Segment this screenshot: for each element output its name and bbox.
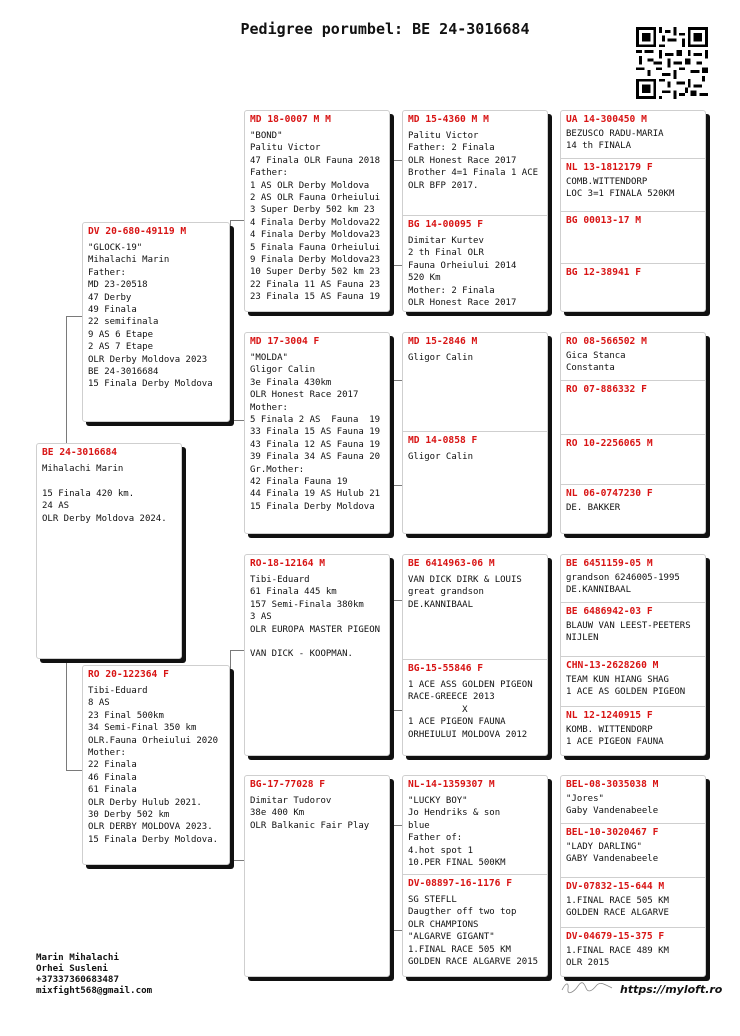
ancestor-card[interactable] bbox=[561, 158, 705, 211]
ancestor-info: BEZUSCO RADU-MARIA 14 th FINALA bbox=[566, 129, 664, 152]
ancestor-ring: RO 08-566502 M bbox=[566, 336, 647, 347]
great-grandparent-info: VAN DICK DIRK & LOUIS great grandson DE.KANNIBAAL bbox=[408, 575, 522, 610]
ancestor-ring: BEL-08-3035038 M bbox=[566, 779, 659, 790]
grandparent-ring: RO-18-12164 M bbox=[250, 558, 326, 569]
great-grandparent-ring: BG 14-00095 F bbox=[408, 219, 484, 230]
ancestor-info: "LADY DARLING" GABY Vandenabeele bbox=[566, 842, 659, 865]
ancestor-card[interactable] bbox=[561, 434, 705, 484]
ancestor-info: DE. BAKKER bbox=[566, 503, 621, 513]
great-grandparent-info: 1 ACE ASS GOLDEN PIGEON RACE-GREECE 2013 X 1 ACE PIGEON FAUNA ORHEIULUI MOLDOVA 2012 bbox=[408, 680, 533, 740]
grandparent-info: "BOND" Palitu Victor 47 Finala OLR Fauna 2018 Father: 1 AS OLR Derby Moldova 2 AS OLR Fauna Orheiului 3 Super Derby 502 km 23 4 Finala Derby Moldova22 4 Finala Derby Moldova23 5 Finala Fauna Orheiului 9 Finala Derby Moldova23 10 Super Derby 502 km 23 22 Finala 11 AS Fauna 23 23 Finala 15 AS Fauna 19 bbox=[250, 131, 381, 303]
father-card[interactable] bbox=[82, 222, 230, 422]
ancestor-card[interactable] bbox=[561, 333, 705, 380]
grandparent-card[interactable] bbox=[244, 332, 390, 534]
grandparent-card[interactable] bbox=[244, 110, 390, 312]
owner-name: Marin Mihalachi bbox=[36, 952, 119, 963]
ancestor-info: grandson 6246005-1995 DE.KANNIBAAL bbox=[566, 573, 680, 596]
ancestor-info: 1.FINAL RACE 489 KM OLR 2015 bbox=[566, 946, 669, 969]
ancestor-info: "Jores" Gaby Vandenabeele bbox=[566, 794, 659, 817]
ancestor-ring: DV-07832-15-644 M bbox=[566, 881, 665, 892]
ancestor-card[interactable] bbox=[561, 484, 705, 533]
grandparent-info: Dimitar Tudorov 38e 400 Km OLR Balkanic Fair Play bbox=[250, 796, 370, 831]
grandparent-ring: MD 18-0007 M M bbox=[250, 114, 331, 125]
ancestor-ring: BEL-10-3020467 F bbox=[566, 827, 659, 838]
great-grandparent-pair bbox=[402, 110, 548, 312]
great-grandparent-ring: NL-14-1359307 M bbox=[408, 779, 495, 790]
ancestor-info: Gica Stanca Constanta bbox=[566, 351, 626, 374]
great-grandparent-ring: DV-08897-16-1176 F bbox=[408, 878, 512, 889]
ancestor-info: 1.FINAL RACE 505 KM GOLDEN RACE ALGARVE bbox=[566, 896, 669, 919]
grandparent-ring: BG-17-77028 F bbox=[250, 779, 326, 790]
ancestor-card[interactable] bbox=[561, 776, 705, 823]
ancestor-ring: BE 6451159-05 M bbox=[566, 558, 653, 569]
ancestor-ring: RO 10-2256065 M bbox=[566, 438, 653, 449]
ancestor-ring: BG 00013-17 M bbox=[566, 215, 642, 226]
great-grandparent-ring: BG-15-55846 F bbox=[408, 663, 484, 674]
subject-info: Mihalachi Marin 15 Finala 420 km. 24 AS OLR Derby Moldova 2024. bbox=[42, 464, 167, 524]
great-grandparent-info: SG STEFLL Daugther off two top OLR CHAMPIONS "ALGARVE GIGANT" 1.FINAL RACE 505 KM GOLDEN RACE ALGARVE 2015 bbox=[408, 895, 539, 968]
great-grandparent-info: Dimitar Kurtev 2 th Final OLR Fauna Orheiului 2014 520 Km Mother: 2 Finala OLR Honest Race 2017 bbox=[408, 236, 517, 309]
grandparent-card[interactable] bbox=[244, 554, 390, 756]
ancestor-info: TEAM KUN HIANG SHAG 1 ACE AS GOLDEN PIGEON bbox=[566, 675, 686, 698]
owner-phone[interactable]: +37337360683487 bbox=[36, 974, 119, 985]
qr-code-icon bbox=[636, 27, 708, 99]
ancestor-card[interactable] bbox=[561, 877, 705, 927]
ancestor-card[interactable] bbox=[561, 927, 705, 976]
great-grandparent-card[interactable] bbox=[403, 431, 547, 533]
ancestor-ring: BG 12-38941 F bbox=[566, 267, 642, 278]
ancestor-card[interactable] bbox=[561, 656, 705, 706]
father-info: "GLOCK-19" Mihalachi Marin Father: MD 23-20518 47 Derby 49 Finala 22 semifinala 9 AS 6 Etape 2 AS 7 Etape OLR Derby Moldova 2023 BE 24-3016684 15 Finala Derby Moldova bbox=[88, 243, 213, 390]
great-grandparent-card[interactable] bbox=[403, 215, 547, 311]
mother-info: Tibi-Eduard 8 AS 23 Final 500km 34 Semi-Final 350 km OLR.Fauna Orheiului 2020 Mother: 22 Finala 46 Finala 61 Finala OLR Derby Hulub 2021. 30 Derby 502 km OLR DERBY MOLDOVA 2023. 15 Finala Derby Moldova. bbox=[88, 686, 219, 845]
great-grandparent-ring: BE 6414963-06 M bbox=[408, 558, 495, 569]
ancestor-group bbox=[560, 332, 706, 534]
ancestor-group bbox=[560, 554, 706, 756]
owner-email[interactable]: mixfight568@gmail.com bbox=[36, 985, 153, 996]
ancestor-info: BLAUW VAN LEEST-PEETERS NIJLEN bbox=[566, 621, 691, 644]
ancestor-info: KOMB. WITTENDORP 1 ACE PIGEON FAUNA bbox=[566, 725, 664, 748]
signature-icon bbox=[560, 980, 614, 994]
great-grandparent-card[interactable] bbox=[403, 333, 547, 431]
great-grandparent-card[interactable] bbox=[403, 111, 547, 215]
website-link[interactable]: https://myloft.ro bbox=[620, 983, 723, 996]
great-grandparent-info: Gligor Calin bbox=[408, 452, 474, 462]
subject-card[interactable] bbox=[36, 443, 182, 659]
ancestor-card[interactable] bbox=[561, 111, 705, 158]
ancestor-ring: RO 07-886332 F bbox=[566, 384, 647, 395]
grandparent-info: Tibi-Eduard 61 Finala 445 km 157 Semi-Finala 380km 3 AS OLR EUROPA MASTER PIGEON VAN DICK - KOOPMAN. bbox=[250, 575, 381, 660]
ancestor-ring: UA 14-300450 M bbox=[566, 114, 647, 125]
subject-ring: BE 24-3016684 bbox=[42, 447, 118, 458]
owner-location: Orhei Susleni bbox=[36, 963, 108, 974]
great-grandparent-ring: MD 15-2846 M bbox=[408, 336, 478, 347]
ancestor-ring: NL 13-1812179 F bbox=[566, 162, 653, 173]
ancestor-ring: BE 6486942-03 F bbox=[566, 606, 653, 617]
great-grandparent-info: Palitu Victor Father: 2 Finala OLR Honest Race 2017 Brother 4=1 Finala 1 ACE OLR BFP 2017. bbox=[408, 131, 539, 191]
ancestor-card[interactable] bbox=[561, 380, 705, 434]
grandparent-card[interactable] bbox=[244, 775, 390, 977]
ancestor-ring: NL 12-1240915 F bbox=[566, 710, 653, 721]
great-grandparent-card[interactable] bbox=[403, 874, 547, 976]
owner-contact bbox=[36, 952, 152, 996]
ancestor-ring: DV-04679-15-375 F bbox=[566, 931, 665, 942]
ancestor-card[interactable] bbox=[561, 263, 705, 311]
grandparent-ring: MD 17-3004 F bbox=[250, 336, 320, 347]
great-grandparent-pair bbox=[402, 332, 548, 534]
mother-card[interactable] bbox=[82, 665, 230, 865]
ancestor-card[interactable] bbox=[561, 602, 705, 656]
ancestor-group bbox=[560, 775, 706, 977]
ancestor-group bbox=[560, 110, 706, 312]
mother-ring: RO 20-122364 F bbox=[88, 669, 169, 680]
page-title: Pedigree porumbel: BE 24-3016684 bbox=[240, 20, 530, 38]
great-grandparent-card[interactable] bbox=[403, 659, 547, 755]
great-grandparent-pair bbox=[402, 554, 548, 756]
ancestor-card[interactable] bbox=[561, 555, 705, 602]
ancestor-card[interactable] bbox=[561, 823, 705, 877]
great-grandparent-ring: MD 15-4360 M M bbox=[408, 114, 489, 125]
ancestor-ring: CHN-13-2628260 M bbox=[566, 660, 659, 671]
great-grandparent-ring: MD 14-0858 F bbox=[408, 435, 478, 446]
ancestor-info: COMB.WITTENDORP LOC 3=1 FINALA 520KM bbox=[566, 177, 675, 200]
great-grandparent-card[interactable] bbox=[403, 555, 547, 659]
grandparent-info: "MOLDA" Gligor Calin 3e Finala 430km OLR Honest Race 2017 Mother: 5 Finala 2 AS Fauna 19 33 Finala 15 AS Fauna 19 43 Finala 12 AS Fauna 19 39 Finala 34 AS Fauna 20 Gr.Mother: 42 Finala Fauna 19 44 Finala 19 AS Hulub 21 15 Finala Derby Moldova bbox=[250, 353, 381, 512]
ancestor-ring: NL 06-0747230 F bbox=[566, 488, 653, 499]
ancestor-card[interactable] bbox=[561, 211, 705, 263]
father-ring: DV 20-680-49119 M bbox=[88, 226, 187, 237]
ancestor-card[interactable] bbox=[561, 706, 705, 755]
great-grandparent-info: Gligor Calin bbox=[408, 353, 474, 363]
great-grandparent-pair bbox=[402, 775, 548, 977]
great-grandparent-card[interactable] bbox=[403, 776, 547, 874]
great-grandparent-info: "LUCKY BOY" Jo Hendriks & son blue Father of: 4.hot spot 1 10.PER FINAL 500KM bbox=[408, 796, 506, 869]
